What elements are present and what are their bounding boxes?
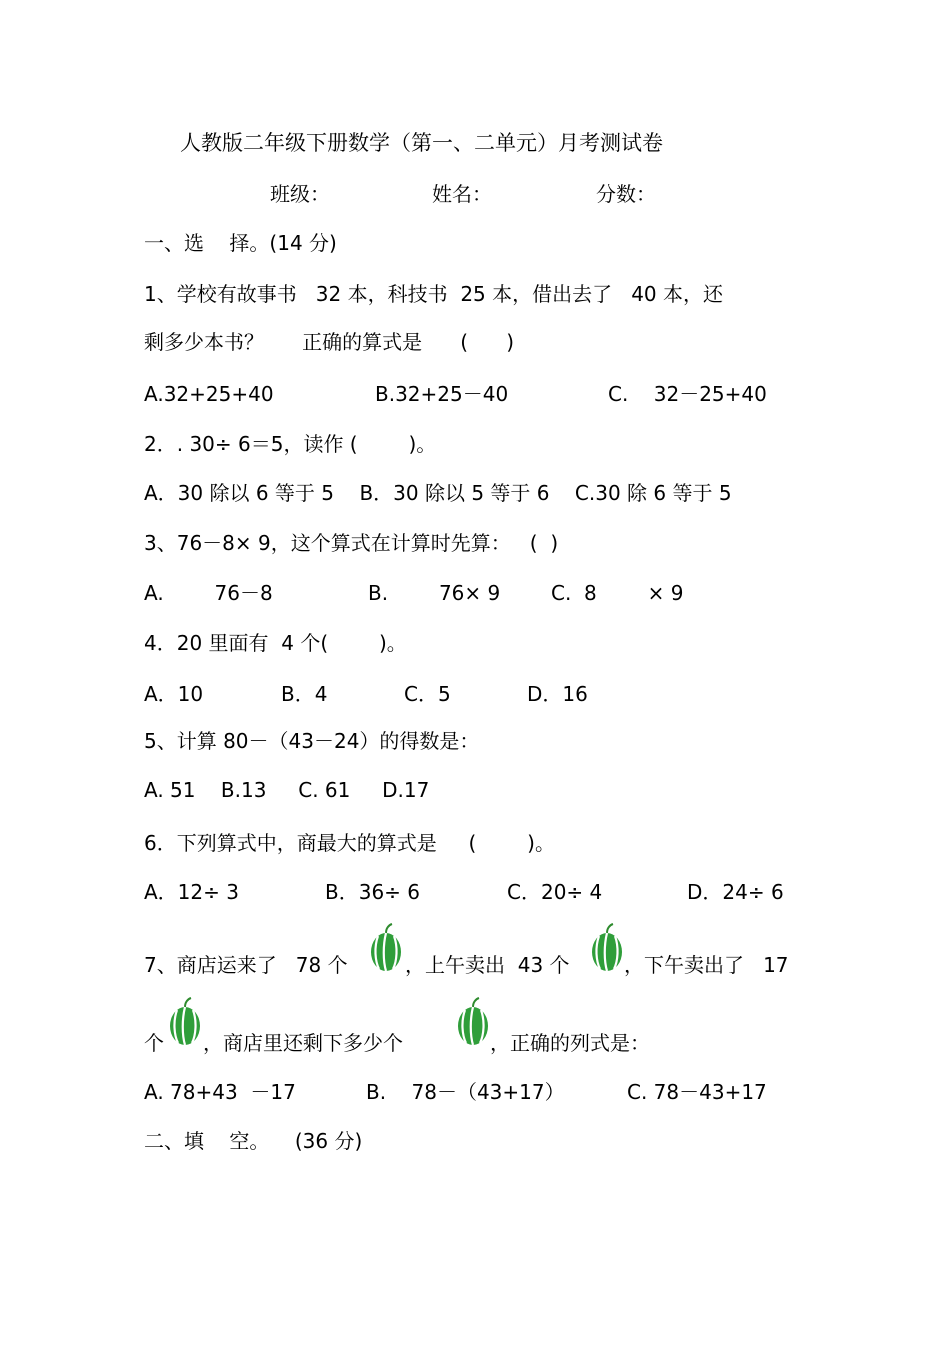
question-7-text-part4: 个 [144, 1031, 164, 1055]
question-3-option-c: C. 8 × 9 [551, 581, 684, 605]
section-heading-fill: 二、填 空。 (36 分) [144, 1129, 363, 1153]
class-label: 班级： [270, 182, 330, 206]
name-label: 姓名： [432, 182, 492, 206]
question-1-option-a: A.32+25+40 [144, 382, 274, 406]
question-1-line2: 剩多少本书？ 正确的算式是 ( ) [144, 330, 515, 354]
question-6-option-d: D．24÷ 6 [687, 880, 784, 904]
question-6-option-a: A．12÷ 3 [144, 880, 239, 904]
score-label: 分数： [596, 182, 656, 206]
watermelon-icon [168, 997, 202, 1047]
question-7-text-part3: ，下午卖出了 17 [624, 953, 789, 977]
question-1-option-b: B.32+25－40 [375, 382, 509, 406]
question-1-option-c: C. 32－25+40 [608, 382, 767, 406]
question-7-text-part6: ，正确的列式是： [490, 1031, 650, 1055]
question-7-option-b: B. 78－（43+17） [366, 1080, 565, 1104]
question-5-options: A. 51 B.13 C. 61 D.17 [144, 778, 430, 802]
question-4-option-d: D．16 [527, 682, 588, 706]
question-3-option-b: B. 76× 9 [368, 581, 501, 605]
question-6-line1: 6．下列算式中，商最大的算式是 ( )。 [144, 831, 555, 855]
question-1-line1: 1、学校有故事书 32 本，科技书 25 本，借出去了 40 本，还 [144, 282, 724, 306]
question-7-text-part1: 7、商店运来了 78 个 [144, 953, 348, 977]
question-4-line1: 4．20 里面有 4 个( )。 [144, 631, 407, 655]
question-4-option-c: C．5 [404, 682, 451, 706]
section-heading-choice: 一、选 择。(14 分) [144, 231, 337, 255]
question-3-option-a: A. 76－8 [144, 581, 273, 605]
question-4-option-b: B．4 [281, 682, 328, 706]
question-5-line1: 5、计算 80－（43－24）的得数是： [144, 729, 480, 753]
question-7-option-c: C. 78－43+17 [627, 1080, 767, 1104]
question-2-line1: 2．. 30÷ 6＝5，读作 ( )。 [144, 432, 437, 456]
page-title: 人教版二年级下册数学（第一、二单元）月考测试卷 [180, 131, 663, 155]
question-7-text-part5: ，商店里还剩下多少个 [203, 1031, 403, 1055]
question-6-option-c: C．20÷ 4 [507, 880, 603, 904]
question-4-option-a: A．10 [144, 682, 204, 706]
watermelon-icon [369, 923, 403, 973]
question-3-line1: 3、76－8× 9，这个算式在计算时先算： ( ) [144, 531, 559, 555]
question-6-option-b: B．36÷ 6 [325, 880, 421, 904]
watermelon-icon [456, 997, 490, 1047]
question-7-option-a: A. 78+43 －17 [144, 1080, 296, 1104]
question-2-options: A．30 除以 6 等于 5 B．30 除以 5 等于 6 C.30 除 6 等于 5 [144, 481, 732, 505]
watermelon-icon [590, 923, 624, 973]
question-7-text-part2: ，上午卖出 43 个 [405, 953, 570, 977]
